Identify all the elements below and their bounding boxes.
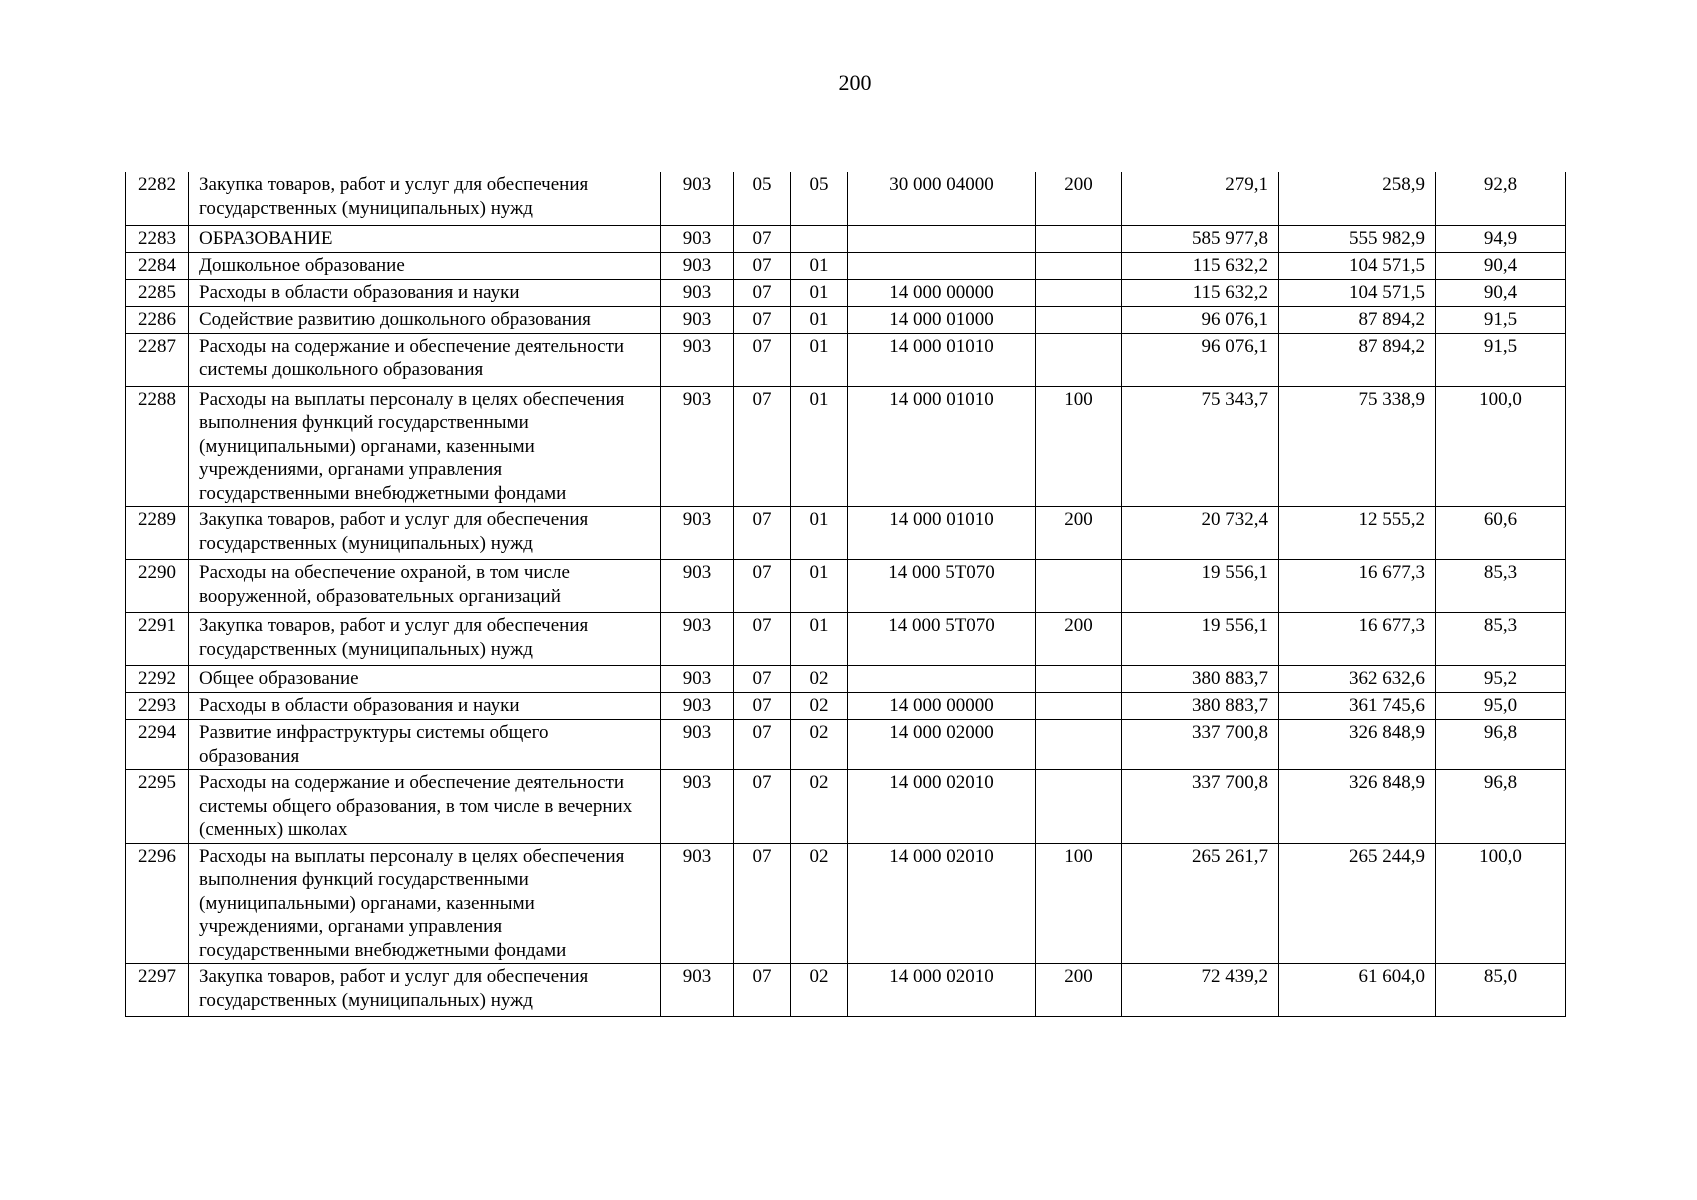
row-csr-cell: 14 000 02010 (848, 770, 1036, 844)
row-percent-cell: 85,3 (1436, 613, 1566, 666)
row-rz-cell: 07 (734, 720, 791, 770)
row-fact-cell: 87 894,2 (1279, 306, 1436, 333)
table-row (126, 225, 1566, 252)
row-pr-cell: 02 (791, 843, 848, 964)
row-gr-cell: 903 (661, 172, 734, 225)
row-pr-cell: 01 (791, 333, 848, 386)
table-row (126, 964, 1566, 1017)
row-gr-cell: 903 (661, 964, 734, 1017)
row-csr-cell (848, 252, 1036, 279)
row-vr-cell (1036, 693, 1122, 720)
row-name-cell: Расходы в области образования и науки (189, 693, 661, 720)
row-gr-cell: 903 (661, 560, 734, 613)
row-vr-cell (1036, 252, 1122, 279)
row-gr-cell: 903 (661, 720, 734, 770)
row-csr-cell (848, 225, 1036, 252)
row-rz-cell: 07 (734, 507, 791, 560)
row-pr-cell: 02 (791, 720, 848, 770)
row-rz-cell: 07 (734, 333, 791, 386)
row-number-cell: 2292 (126, 666, 189, 693)
row-name-cell: Расходы на содержание и обеспечение деятельности системы дошкольного образования (189, 333, 661, 386)
row-vr-cell: 200 (1036, 172, 1122, 225)
row-number-cell: 2288 (126, 386, 189, 507)
row-gr-cell: 903 (661, 225, 734, 252)
row-percent-cell: 85,3 (1436, 560, 1566, 613)
table-row (126, 613, 1566, 666)
row-vr-cell: 200 (1036, 613, 1122, 666)
table-row (126, 720, 1566, 770)
row-vr-cell (1036, 333, 1122, 386)
row-fact-cell: 258,9 (1279, 172, 1436, 225)
row-pr-cell: 01 (791, 306, 848, 333)
row-plan-cell: 19 556,1 (1122, 560, 1279, 613)
table-row (126, 507, 1566, 560)
row-name-cell: Развитие инфраструктуры системы общего образования (189, 720, 661, 770)
row-rz-cell: 07 (734, 843, 791, 964)
row-percent-cell: 90,4 (1436, 279, 1566, 306)
row-vr-cell: 100 (1036, 843, 1122, 964)
row-number-cell: 2294 (126, 720, 189, 770)
row-rz-cell: 07 (734, 964, 791, 1017)
row-fact-cell: 361 745,6 (1279, 693, 1436, 720)
row-rz-cell: 07 (734, 666, 791, 693)
row-rz-cell: 07 (734, 560, 791, 613)
row-fact-cell: 87 894,2 (1279, 333, 1436, 386)
row-plan-cell: 96 076,1 (1122, 306, 1279, 333)
row-csr-cell: 14 000 00000 (848, 693, 1036, 720)
row-percent-cell: 92,8 (1436, 172, 1566, 225)
row-fact-cell: 104 571,5 (1279, 252, 1436, 279)
row-fact-cell: 555 982,9 (1279, 225, 1436, 252)
row-vr-cell (1036, 770, 1122, 844)
page-number: 200 (838, 70, 872, 95)
row-gr-cell: 903 (661, 333, 734, 386)
row-pr-cell: 01 (791, 560, 848, 613)
row-pr-cell: 02 (791, 666, 848, 693)
row-vr-cell: 100 (1036, 386, 1122, 507)
row-name-cell: Общее образование (189, 666, 661, 693)
row-plan-cell: 380 883,7 (1122, 693, 1279, 720)
row-vr-cell: 200 (1036, 964, 1122, 1017)
row-percent-cell: 100,0 (1436, 386, 1566, 507)
row-plan-cell: 380 883,7 (1122, 666, 1279, 693)
row-vr-cell (1036, 560, 1122, 613)
row-gr-cell: 903 (661, 613, 734, 666)
row-number-cell: 2286 (126, 306, 189, 333)
row-number-cell: 2296 (126, 843, 189, 964)
row-percent-cell: 91,5 (1436, 333, 1566, 386)
row-pr-cell: 01 (791, 386, 848, 507)
row-csr-cell: 14 000 01010 (848, 386, 1036, 507)
row-name-cell: Расходы на выплаты персоналу в целях обеспечения выполнения функций государственными (муниципальными) органами, казенными учреждениями, органами управления государственными внебюджетными фондами (189, 386, 661, 507)
row-percent-cell: 95,2 (1436, 666, 1566, 693)
row-gr-cell: 903 (661, 843, 734, 964)
row-csr-cell: 30 000 04000 (848, 172, 1036, 225)
row-percent-cell: 100,0 (1436, 843, 1566, 964)
row-csr-cell (848, 666, 1036, 693)
table-row (126, 693, 1566, 720)
row-name-cell: Закупка товаров, работ и услуг для обеспечения государственных (муниципальных) нужд (189, 964, 661, 1017)
row-gr-cell: 903 (661, 306, 734, 333)
row-plan-cell: 279,1 (1122, 172, 1279, 225)
row-name-cell: Закупка товаров, работ и услуг для обеспечения государственных (муниципальных) нужд (189, 507, 661, 560)
row-percent-cell: 90,4 (1436, 252, 1566, 279)
row-number-cell: 2291 (126, 613, 189, 666)
table-row (126, 333, 1566, 386)
row-fact-cell: 75 338,9 (1279, 386, 1436, 507)
row-pr-cell: 02 (791, 770, 848, 844)
row-rz-cell: 07 (734, 225, 791, 252)
table-row (126, 172, 1566, 225)
table-row (126, 770, 1566, 844)
row-name-cell: Расходы на выплаты персоналу в целях обеспечения выполнения функций государственными (муниципальными) органами, казенными учреждениями, органами управления государственными внебюджетными фондами (189, 843, 661, 964)
row-gr-cell: 903 (661, 252, 734, 279)
row-fact-cell: 104 571,5 (1279, 279, 1436, 306)
row-gr-cell: 903 (661, 770, 734, 844)
row-pr-cell: 02 (791, 693, 848, 720)
row-pr-cell: 01 (791, 507, 848, 560)
row-rz-cell: 07 (734, 306, 791, 333)
row-name-cell: ОБРАЗОВАНИЕ (189, 225, 661, 252)
row-pr-cell: 01 (791, 279, 848, 306)
row-name-cell: Закупка товаров, работ и услуг для обеспечения государственных (муниципальных) нужд (189, 613, 661, 666)
row-csr-cell: 14 000 5Т070 (848, 613, 1036, 666)
row-rz-cell: 07 (734, 279, 791, 306)
table-row (126, 560, 1566, 613)
table-body (126, 172, 1566, 1017)
row-plan-cell: 265 261,7 (1122, 843, 1279, 964)
row-vr-cell: 200 (1036, 507, 1122, 560)
row-number-cell: 2284 (126, 252, 189, 279)
row-vr-cell (1036, 666, 1122, 693)
row-pr-cell: 01 (791, 613, 848, 666)
row-gr-cell: 903 (661, 507, 734, 560)
row-plan-cell: 337 700,8 (1122, 770, 1279, 844)
row-name-cell: Содействие развитию дошкольного образования (189, 306, 661, 333)
row-gr-cell: 903 (661, 693, 734, 720)
row-pr-cell: 01 (791, 252, 848, 279)
table-row (126, 386, 1566, 507)
row-plan-cell: 115 632,2 (1122, 279, 1279, 306)
row-plan-cell: 115 632,2 (1122, 252, 1279, 279)
row-gr-cell: 903 (661, 386, 734, 507)
row-rz-cell: 07 (734, 613, 791, 666)
row-name-cell: Расходы на обеспечение охраной, в том числе вооруженной, образовательных организаций (189, 560, 661, 613)
row-number-cell: 2295 (126, 770, 189, 844)
table-row (126, 843, 1566, 964)
row-csr-cell: 14 000 00000 (848, 279, 1036, 306)
table-row (126, 279, 1566, 306)
row-fact-cell: 326 848,9 (1279, 770, 1436, 844)
row-plan-cell: 72 439,2 (1122, 964, 1279, 1017)
row-percent-cell: 60,6 (1436, 507, 1566, 560)
row-plan-cell: 337 700,8 (1122, 720, 1279, 770)
row-rz-cell: 07 (734, 252, 791, 279)
row-csr-cell: 14 000 02000 (848, 720, 1036, 770)
row-fact-cell: 265 244,9 (1279, 843, 1436, 964)
row-rz-cell: 07 (734, 386, 791, 507)
row-vr-cell (1036, 225, 1122, 252)
row-vr-cell (1036, 306, 1122, 333)
row-pr-cell (791, 225, 848, 252)
row-number-cell: 2289 (126, 507, 189, 560)
row-plan-cell: 75 343,7 (1122, 386, 1279, 507)
row-number-cell: 2290 (126, 560, 189, 613)
row-plan-cell: 20 732,4 (1122, 507, 1279, 560)
row-name-cell: Закупка товаров, работ и услуг для обеспечения государственных (муниципальных) нужд (189, 172, 661, 225)
row-number-cell: 2287 (126, 333, 189, 386)
row-percent-cell: 85,0 (1436, 964, 1566, 1017)
row-fact-cell: 16 677,3 (1279, 560, 1436, 613)
row-name-cell: Дошкольное образование (189, 252, 661, 279)
row-number-cell: 2297 (126, 964, 189, 1017)
row-percent-cell: 95,0 (1436, 693, 1566, 720)
table-row (126, 306, 1566, 333)
row-vr-cell (1036, 279, 1122, 306)
row-percent-cell: 91,5 (1436, 306, 1566, 333)
row-number-cell: 2285 (126, 279, 189, 306)
row-fact-cell: 16 677,3 (1279, 613, 1436, 666)
row-csr-cell: 14 000 01010 (848, 507, 1036, 560)
row-plan-cell: 585 977,8 (1122, 225, 1279, 252)
row-fact-cell: 362 632,6 (1279, 666, 1436, 693)
row-name-cell: Расходы в области образования и науки (189, 279, 661, 306)
row-plan-cell: 19 556,1 (1122, 613, 1279, 666)
row-number-cell: 2282 (126, 172, 189, 225)
row-percent-cell: 96,8 (1436, 720, 1566, 770)
row-rz-cell: 07 (734, 770, 791, 844)
row-gr-cell: 903 (661, 666, 734, 693)
row-number-cell: 2293 (126, 693, 189, 720)
row-name-cell: Расходы на содержание и обеспечение деятельности системы общего образования, в том числе в вечерних (сменных) школах (189, 770, 661, 844)
row-csr-cell: 14 000 01010 (848, 333, 1036, 386)
table-row (126, 666, 1566, 693)
row-fact-cell: 12 555,2 (1279, 507, 1436, 560)
budget-table (125, 172, 1566, 1017)
table-row (126, 252, 1566, 279)
row-number-cell: 2283 (126, 225, 189, 252)
row-pr-cell: 02 (791, 964, 848, 1017)
row-fact-cell: 61 604,0 (1279, 964, 1436, 1017)
row-csr-cell: 14 000 02010 (848, 964, 1036, 1017)
row-rz-cell: 05 (734, 172, 791, 225)
row-csr-cell: 14 000 02010 (848, 843, 1036, 964)
row-csr-cell: 14 000 01000 (848, 306, 1036, 333)
row-fact-cell: 326 848,9 (1279, 720, 1436, 770)
row-rz-cell: 07 (734, 693, 791, 720)
row-gr-cell: 903 (661, 279, 734, 306)
row-csr-cell: 14 000 5Т070 (848, 560, 1036, 613)
row-plan-cell: 96 076,1 (1122, 333, 1279, 386)
row-vr-cell (1036, 720, 1122, 770)
row-percent-cell: 96,8 (1436, 770, 1566, 844)
row-percent-cell: 94,9 (1436, 225, 1566, 252)
row-pr-cell: 05 (791, 172, 848, 225)
